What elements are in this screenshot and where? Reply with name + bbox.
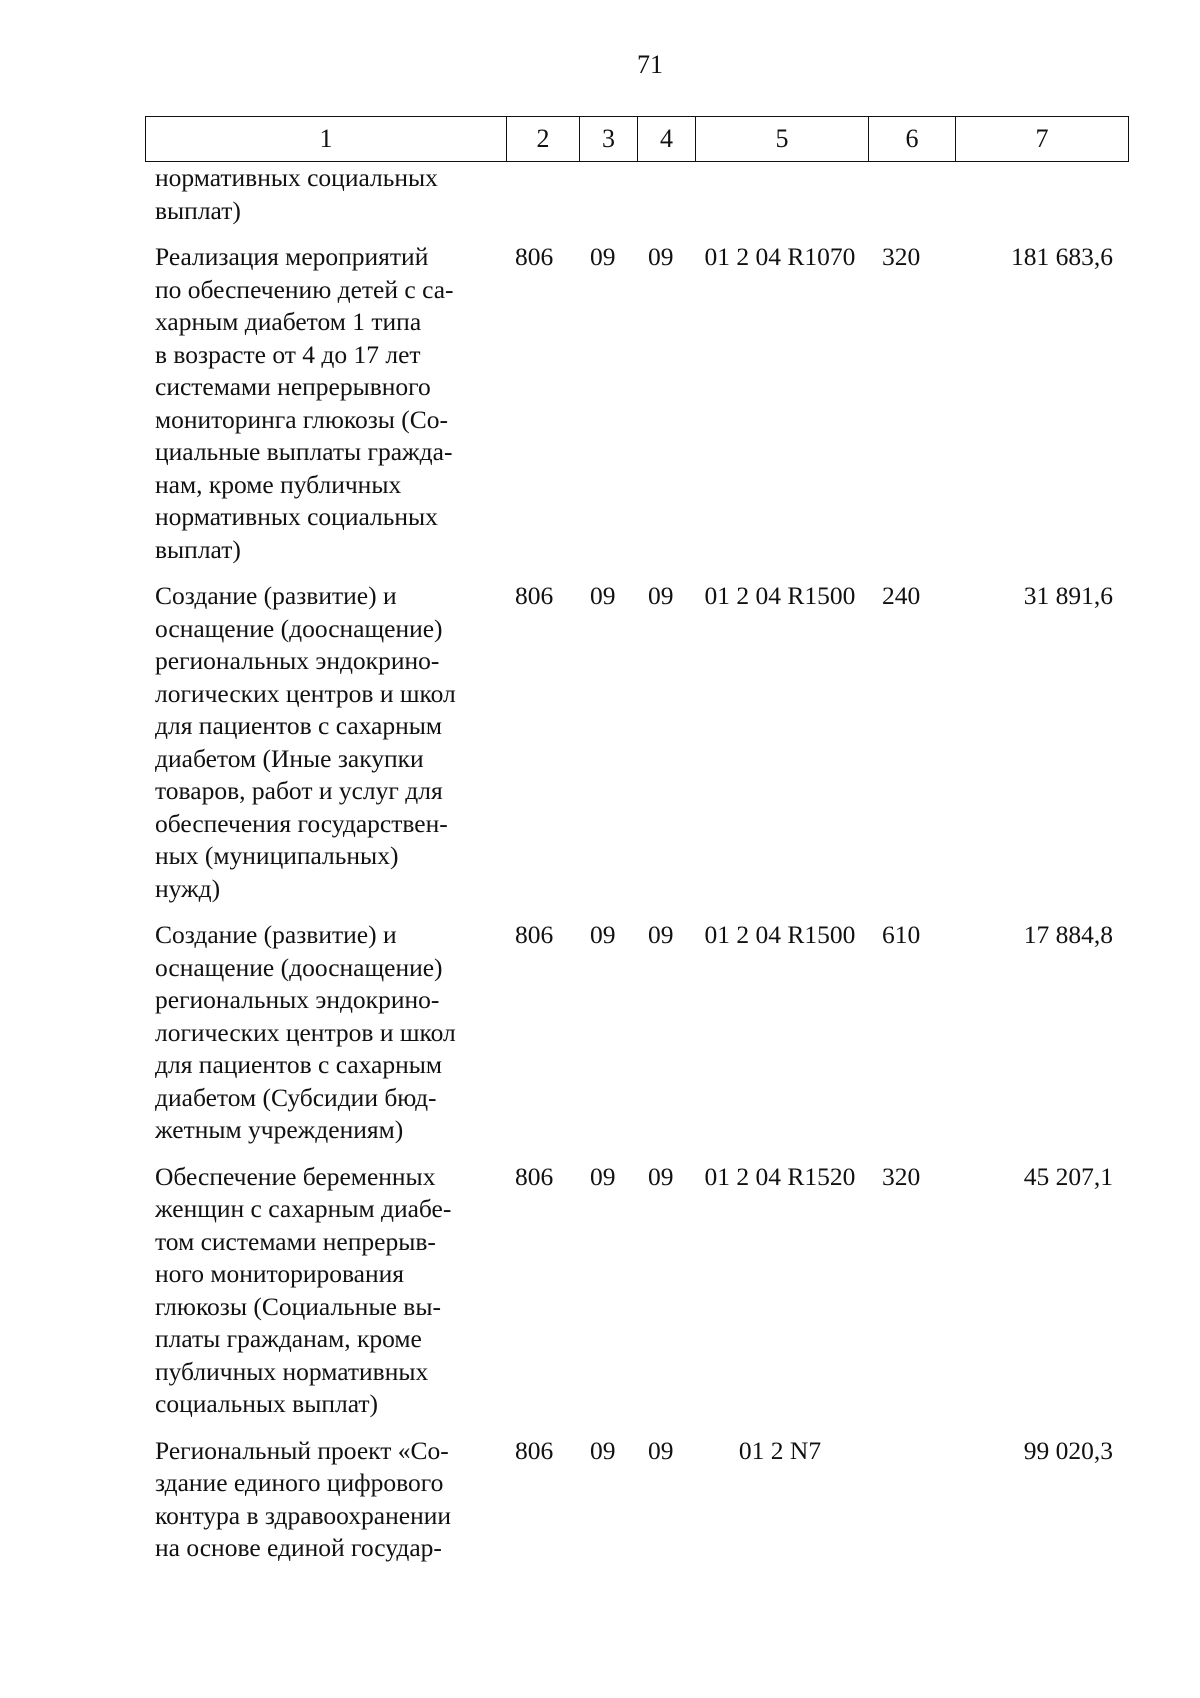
header-col-6: 6	[869, 117, 956, 162]
row-amount: 45 207,1	[1023, 1161, 1113, 1191]
row-code-4: 09	[648, 920, 674, 949]
row-code-6: 320	[882, 242, 921, 271]
row-code-5: 01 2 04 R1520	[704, 1161, 856, 1191]
table-row	[145, 919, 1125, 1147]
row-code-4: 09	[648, 1435, 674, 1465]
row-code-2: 806	[515, 242, 554, 271]
table-row	[145, 241, 1125, 566]
row-description: Региональный проект «Со- здание единого цифрового контура в здравоохранении на основе единой государ-	[155, 1435, 452, 1562]
row-amount: 181 683,6	[1011, 242, 1113, 271]
row-description: Создание (развитие) и оснащение (дооснащение) региональных эндокрино- логических центров и школ для пациентов с сахарным диабетом (Иные закупки товаров, работ и услуг для обеспечения государствен- ных (муниципальных) нужд)	[155, 581, 456, 903]
row-code-2: 806	[515, 920, 554, 949]
row-code-2: 806	[515, 1435, 554, 1465]
row-code-3: 09	[590, 1435, 616, 1465]
row-code-5: 01 2 04 R1500	[704, 920, 856, 949]
header-col-5: 5	[696, 117, 869, 162]
table-row	[145, 1435, 1125, 1565]
header-col-4: 4	[638, 117, 696, 162]
table-row	[145, 162, 1125, 227]
table-row	[145, 1161, 1125, 1421]
row-description: Реализация мероприятий по обеспечению детей с са- харным диабетом 1 типа в возрасте от 4 до 17 лет системами непрерывного мониторинга глюкозы (Со- циальные выплаты гражда- нам, кроме публичных нормативных социальных выплат)	[155, 242, 454, 564]
row-description: нормативных социальных выплат)	[155, 163, 438, 225]
header-col-2: 2	[507, 117, 580, 162]
row-code-3: 09	[590, 581, 616, 610]
table-body	[145, 162, 1125, 1579]
row-code-5: 01 2 N7	[738, 1435, 822, 1465]
header-col-1: 1	[146, 117, 507, 162]
header-col-7: 7	[956, 117, 1129, 162]
row-code-4: 09	[648, 242, 674, 271]
row-amount: 31 891,6	[1023, 581, 1113, 610]
row-description: Создание (развитие) и оснащение (дооснащение) региональных эндокрино- логических центров и школ для пациентов с сахарным диабетом (Субсидии бюд- жетным учреждениям)	[155, 920, 456, 1144]
row-code-3: 09	[590, 920, 616, 949]
row-code-4: 09	[648, 581, 674, 610]
row-amount: 99 020,3	[1023, 1435, 1113, 1465]
row-code-5: 01 2 04 R1500	[704, 581, 856, 610]
row-code-3: 09	[590, 1161, 616, 1191]
table-header-row	[146, 117, 1129, 162]
row-code-2: 806	[515, 581, 554, 610]
row-code-6: 240	[882, 581, 921, 610]
table-row	[145, 580, 1125, 905]
row-description: Обеспечение беременных женщин с сахарным диабе- том системами непрерыв- ного мониторирования глюкозы (Социальные вы- платы гражданам, кроме публичных нормативных социальных выплат)	[155, 1161, 452, 1418]
row-code-6: 610	[882, 920, 921, 949]
row-code-6: 320	[882, 1161, 921, 1191]
header-col-3: 3	[580, 117, 638, 162]
row-amount: 17 884,8	[1023, 920, 1113, 949]
row-code-3: 09	[590, 242, 616, 271]
table-header	[145, 116, 1129, 162]
row-code-5: 01 2 04 R1070	[704, 242, 856, 271]
row-code-4: 09	[648, 1161, 674, 1191]
row-code-2: 806	[515, 1161, 554, 1191]
page-number: 71	[637, 50, 663, 79]
